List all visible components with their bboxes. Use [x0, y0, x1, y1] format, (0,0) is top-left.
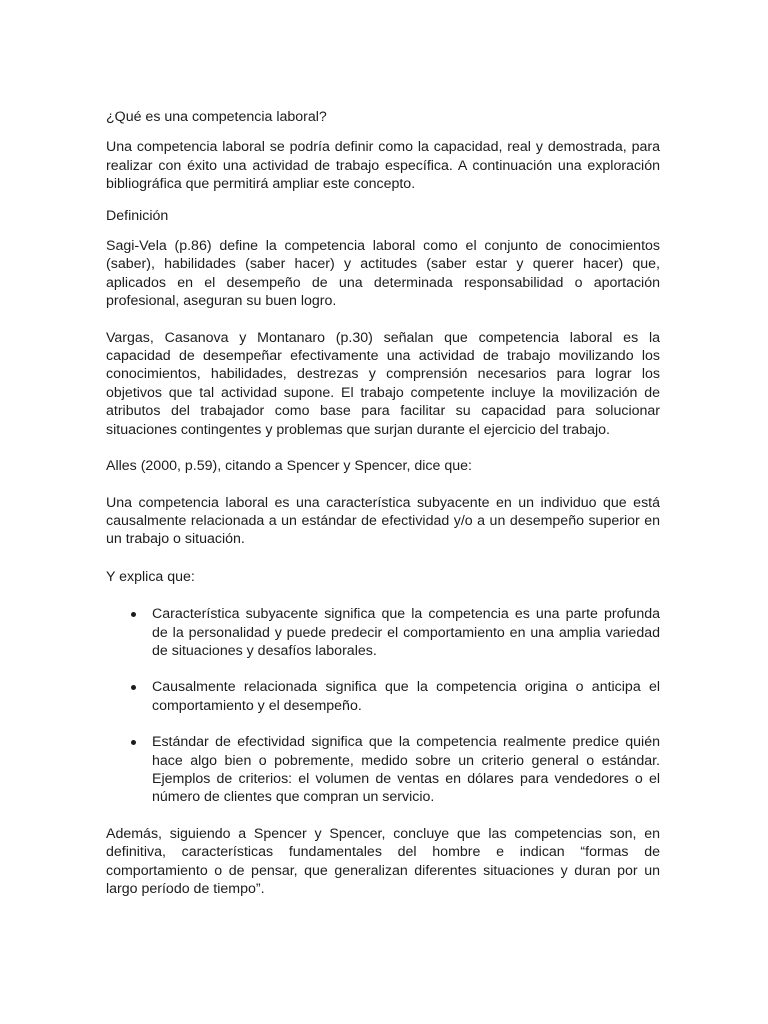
- vargas-paragraph: Vargas, Casanova y Montanaro (p.30) señalan que competencia laboral es la capacidad de desempeñar efectivamente una actividad de trabajo movilizando los conocimientos, habilidades, destrezas y comprensión necesarios para lograr los objetivos que tal actividad supone. El trabajo competente incluye la movilización de atributos del trabajador como base para facilitar su capacidad para solucionar situaciones contingentes y problemas que surjan durante el ejercicio del trabajo.: [106, 329, 660, 438]
- bullet-icon: [131, 740, 136, 745]
- document-page: [106, 108, 660, 916]
- explica-paragraph: Y explica que:: [106, 568, 195, 585]
- intro-paragraph: Una competencia laboral se podría definir como la capacidad, real y demostrada, para realizar con éxito una actividad de trabajo específica. A continuación una exploración bibliográfica que permitirá ampliar este concepto.: [106, 139, 660, 193]
- bullet-list: [106, 605, 660, 807]
- list-item-text: Estándar de efectividad significa que la competencia realmente predice quién hace algo bien o pobremente, medido sobre un criterio general o estándar. Ejemplos de criterios: el volumen de ventas en dólares para vendedores o el número de clientes que compran un servicio.: [152, 734, 660, 806]
- alles-paragraph: Alles (2000, p.59), citando a Spencer y Spencer, dice que:: [106, 458, 472, 475]
- list-item-text: Característica subyacente significa que la competencia es una parte profunda de la personalidad y puede predecir el comportamiento en una amplia variedad de situaciones y desafíos laborales.: [152, 606, 660, 659]
- definition-heading: Definición: [106, 207, 169, 224]
- list-item: [106, 733, 660, 807]
- question-title: ¿Qué es una competencia laboral?: [106, 109, 327, 125]
- list-item: [106, 678, 660, 715]
- list-item: [106, 605, 660, 660]
- bullet-icon: [131, 612, 136, 617]
- ademas-paragraph: Además, siguiendo a Spencer y Spencer, concluye que las competencias son, en definitiva, características fundamentales del hombre e indican “formas de comportamiento o de pensar, que generalizan diferentes situaciones y duran por un largo período de tiempo”.: [106, 825, 660, 897]
- sagi-vela-paragraph: Sagi-Vela (p.86) define la competencia laboral como el conjunto de conocimientos (saber), habilidades (saber hacer) y actitudes (saber estar y querer hacer) que, aplicados en el desempeño de una determinada responsabilidad o aportación profesional, aseguran su buen logro.: [106, 238, 660, 310]
- quote-paragraph: Una competencia laboral es una característica subyacente en un individuo que está causalmente relacionada a un estándar de efectividad y/o a un desempeño superior en un trabajo o situación.: [106, 494, 660, 548]
- list-item-text: Causalmente relacionada significa que la competencia origina o anticipa el comportamiento y el desempeño.: [152, 679, 660, 714]
- bullet-icon: [131, 685, 136, 690]
